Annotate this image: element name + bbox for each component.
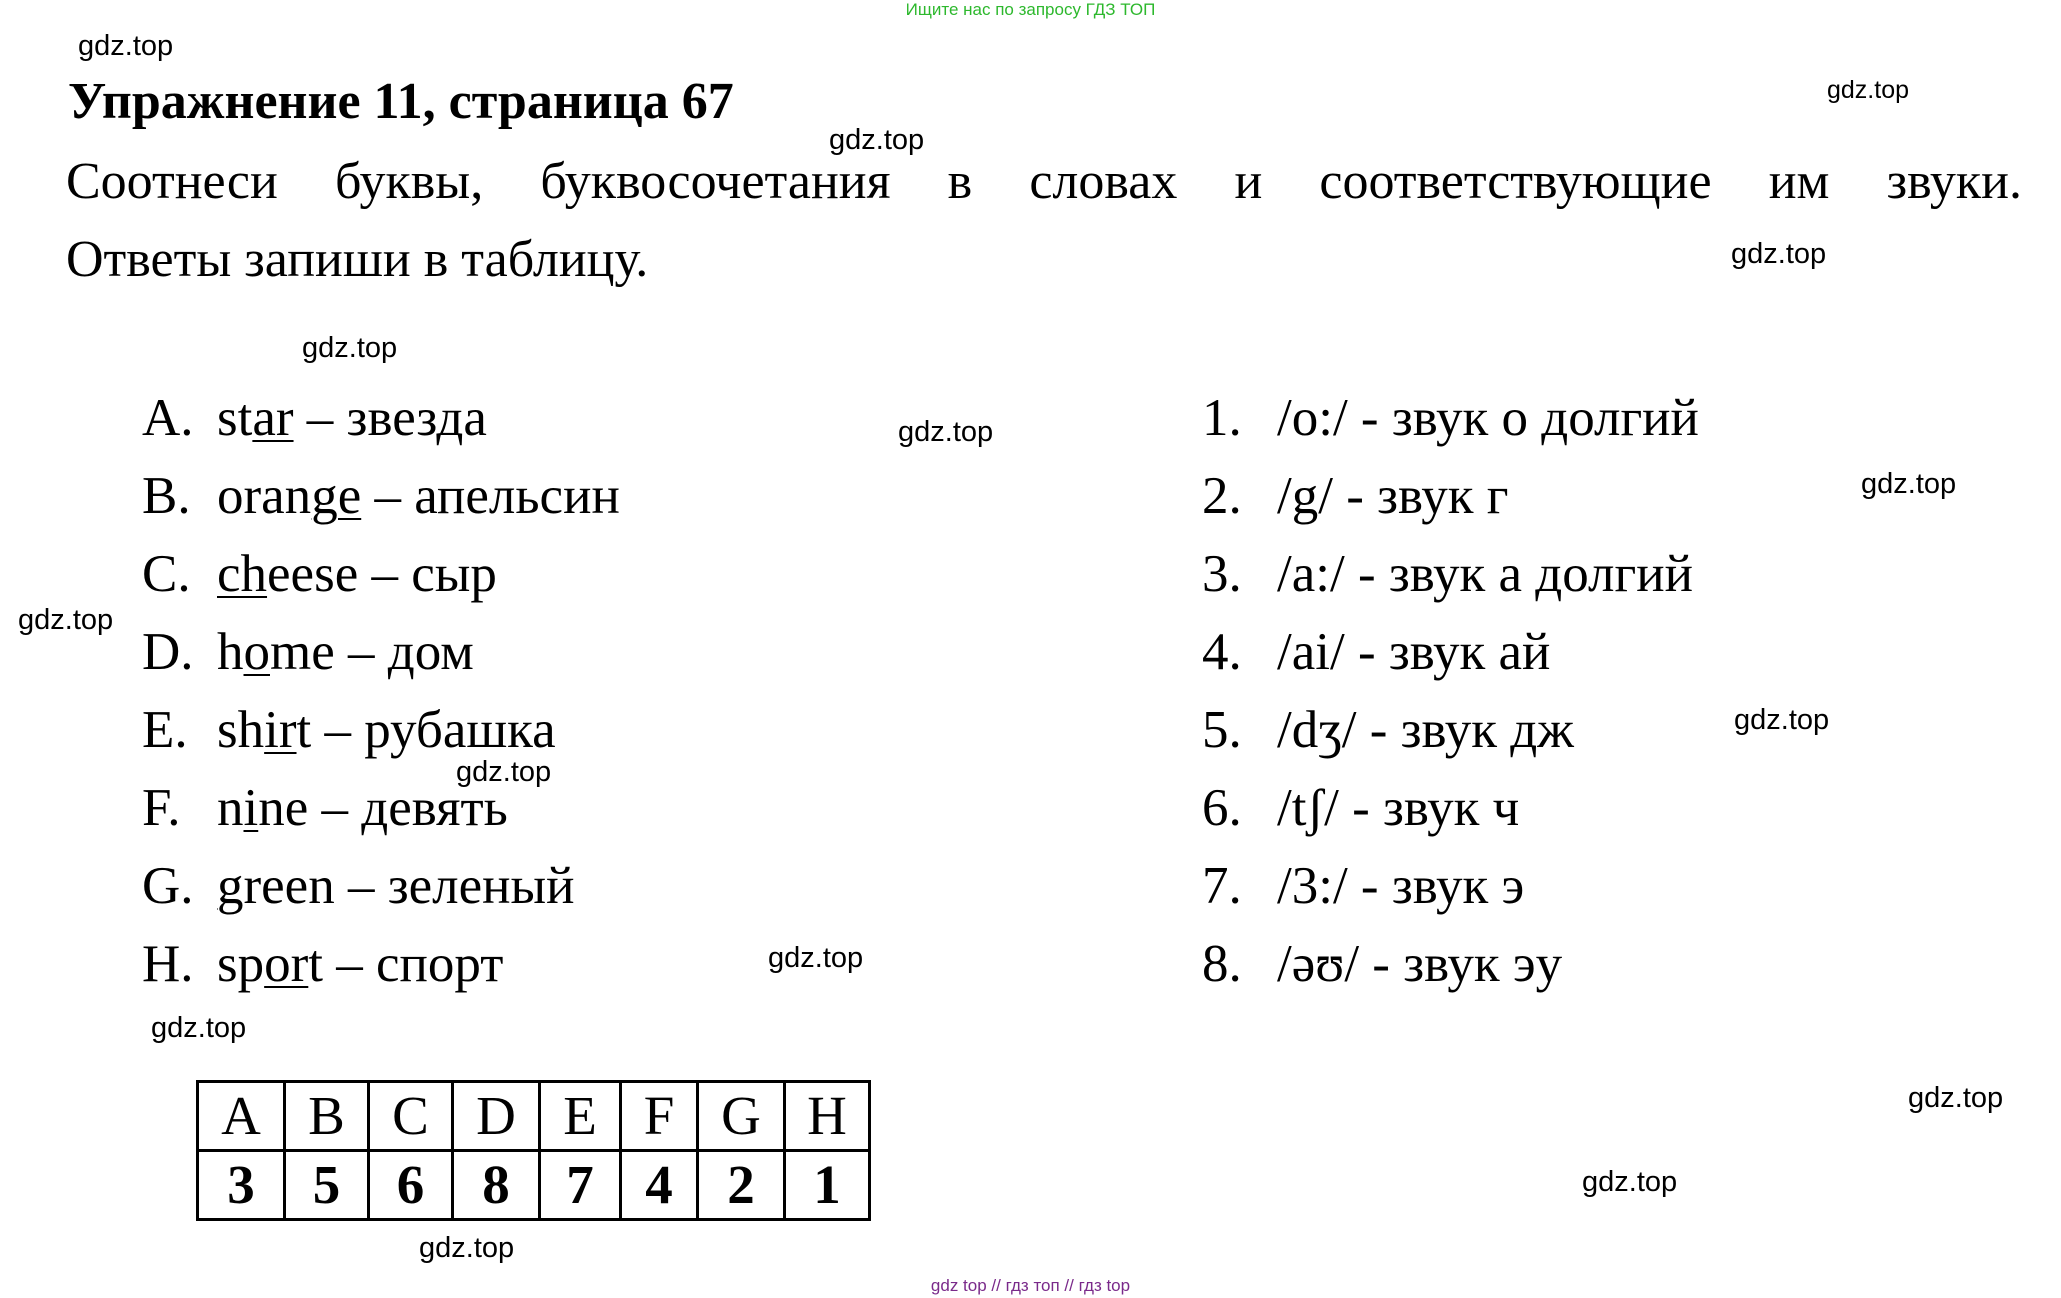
sound-text: /əʊ/ - звук эу [1277, 935, 1563, 993]
watermark: gdz.top [1827, 76, 1910, 104]
word-item-h [142, 934, 503, 994]
sound-text: /g/ - звук г [1277, 467, 1509, 525]
page-title: Упражнение 11, страница 67 [68, 73, 734, 130]
word-part: oran [217, 467, 312, 525]
bottom-banner: gdz top // гдз топ // гдз top [930, 1276, 1131, 1295]
item-number: 6. [1202, 779, 1242, 837]
word-underlined-part: ge [311, 467, 362, 525]
word-underlined-part: or [264, 935, 309, 993]
sound-text: /a:/ - звук а долгий [1277, 545, 1693, 603]
word-part: me [270, 623, 335, 681]
answer-table-header-cell: F [621, 1082, 698, 1151]
watermark: gdz.top [1734, 704, 1830, 736]
answer-table-value-cell: 4 [621, 1151, 698, 1220]
answer-table-header-cell: B [285, 1082, 369, 1151]
instruction-line-1: Соотнеси буквы, буквосочетания в словах и соответствующие им звуки. [66, 153, 2022, 210]
item-number: 5. [1202, 701, 1242, 759]
sound-item-3 [1202, 544, 1693, 604]
answer-table-header-cell: C [369, 1082, 453, 1151]
word-item-e [142, 700, 556, 760]
watermark: gdz.top [768, 942, 864, 974]
word-underlined-part: i [243, 779, 259, 837]
word-item-a [142, 388, 487, 448]
answer-table-value-cell: 7 [540, 1151, 621, 1220]
watermark: gdz.top [456, 756, 552, 788]
word-item-b [142, 466, 620, 526]
top-banner: Ищите нас по запросу ГДЗ ТОП [905, 0, 1156, 19]
instruction-line-2: Ответы запиши в таблицу. [66, 231, 649, 288]
watermark: gdz.top [419, 1232, 515, 1264]
sound-text: /o:/ - звук о долгий [1277, 389, 1699, 447]
sound-item-1 [1202, 388, 1699, 448]
item-number: 8. [1202, 935, 1242, 993]
answer-table-value-row [198, 1151, 870, 1220]
word-part: sp [217, 935, 265, 993]
answer-table-header-cell: H [785, 1082, 870, 1151]
sound-item-5 [1202, 700, 1574, 760]
word-translation: – апельсин [361, 467, 620, 525]
word-translation: – звезда [293, 389, 487, 447]
item-letter: G. [142, 857, 194, 915]
item-number: 2. [1202, 467, 1242, 525]
word-translation: – рубашка [311, 701, 556, 759]
word-part: reen [243, 857, 335, 915]
answer-table [196, 1080, 871, 1221]
word-item-c [142, 544, 497, 604]
watermark: gdz.top [78, 30, 174, 62]
item-letter: E. [142, 701, 188, 759]
item-letter: F. [142, 779, 181, 837]
word-underlined-part: ir [264, 701, 297, 759]
answer-table-value-cell: 2 [698, 1151, 785, 1220]
answer-table-header-cell: G [698, 1082, 785, 1151]
item-number: 4. [1202, 623, 1242, 681]
item-number: 1. [1202, 389, 1242, 447]
answer-table-header-cell: E [540, 1082, 621, 1151]
item-letter: A. [142, 389, 194, 447]
answer-table-header-row [198, 1082, 870, 1151]
word-translation: – сыр [358, 545, 497, 603]
answer-table-value-cell: 5 [285, 1151, 369, 1220]
word-translation: – спорт [323, 935, 504, 993]
answer-table-header-cell: D [453, 1082, 540, 1151]
answer-table-header-cell: A [198, 1082, 285, 1151]
sound-text: /3:/ - звук э [1277, 857, 1525, 915]
word-part: st [217, 389, 253, 447]
watermark: gdz.top [1908, 1082, 2004, 1114]
word-part: h [217, 623, 244, 681]
sound-item-7 [1202, 856, 1524, 916]
watermark: gdz.top [151, 1012, 247, 1044]
watermark: gdz.top [898, 416, 994, 448]
word-part: n [217, 779, 244, 837]
answer-table-value-cell: 1 [785, 1151, 870, 1220]
word-part: t [308, 935, 324, 993]
watermark: gdz.top [1582, 1166, 1678, 1198]
watermark: gdz.top [1731, 238, 1827, 270]
word-item-d [142, 622, 474, 682]
watermark: gdz.top [1861, 468, 1957, 500]
sound-item-6 [1202, 778, 1519, 838]
word-translation: – девять [308, 779, 508, 837]
word-part: eese [267, 545, 359, 603]
item-letter: B. [142, 467, 191, 525]
item-letter: H. [142, 935, 194, 993]
answer-table-value-cell: 8 [453, 1151, 540, 1220]
word-item-f [142, 778, 508, 838]
word-part: t [296, 701, 312, 759]
word-part: sh [217, 701, 265, 759]
word-underlined-part: ch [217, 545, 268, 603]
sound-item-8 [1202, 934, 1562, 994]
word-part: ne [258, 779, 309, 837]
watermark: gdz.top [302, 332, 398, 364]
sound-text: /dʒ/ - звук дж [1277, 701, 1574, 759]
word-translation: – зеленый [334, 857, 575, 915]
answer-table-value-cell: 3 [198, 1151, 285, 1220]
word-underlined-part: o [243, 623, 270, 681]
sound-item-4 [1202, 622, 1550, 682]
watermark: gdz.top [18, 604, 114, 636]
item-letter: D. [142, 623, 194, 681]
word-item-g [142, 856, 574, 916]
item-letter: C. [142, 545, 191, 603]
sound-text: /tʃ/ - звук ч [1277, 779, 1520, 837]
answer-table-value-cell: 6 [369, 1151, 453, 1220]
word-translation: – дом [334, 623, 474, 681]
watermark: gdz.top [829, 124, 925, 156]
item-number: 3. [1202, 545, 1242, 603]
sound-item-2 [1202, 466, 1509, 526]
word-underlined-part: ar [252, 389, 294, 447]
item-number: 7. [1202, 857, 1242, 915]
word-underlined-part: g [217, 857, 244, 915]
sound-text: /ai/ - звук ай [1277, 623, 1551, 681]
